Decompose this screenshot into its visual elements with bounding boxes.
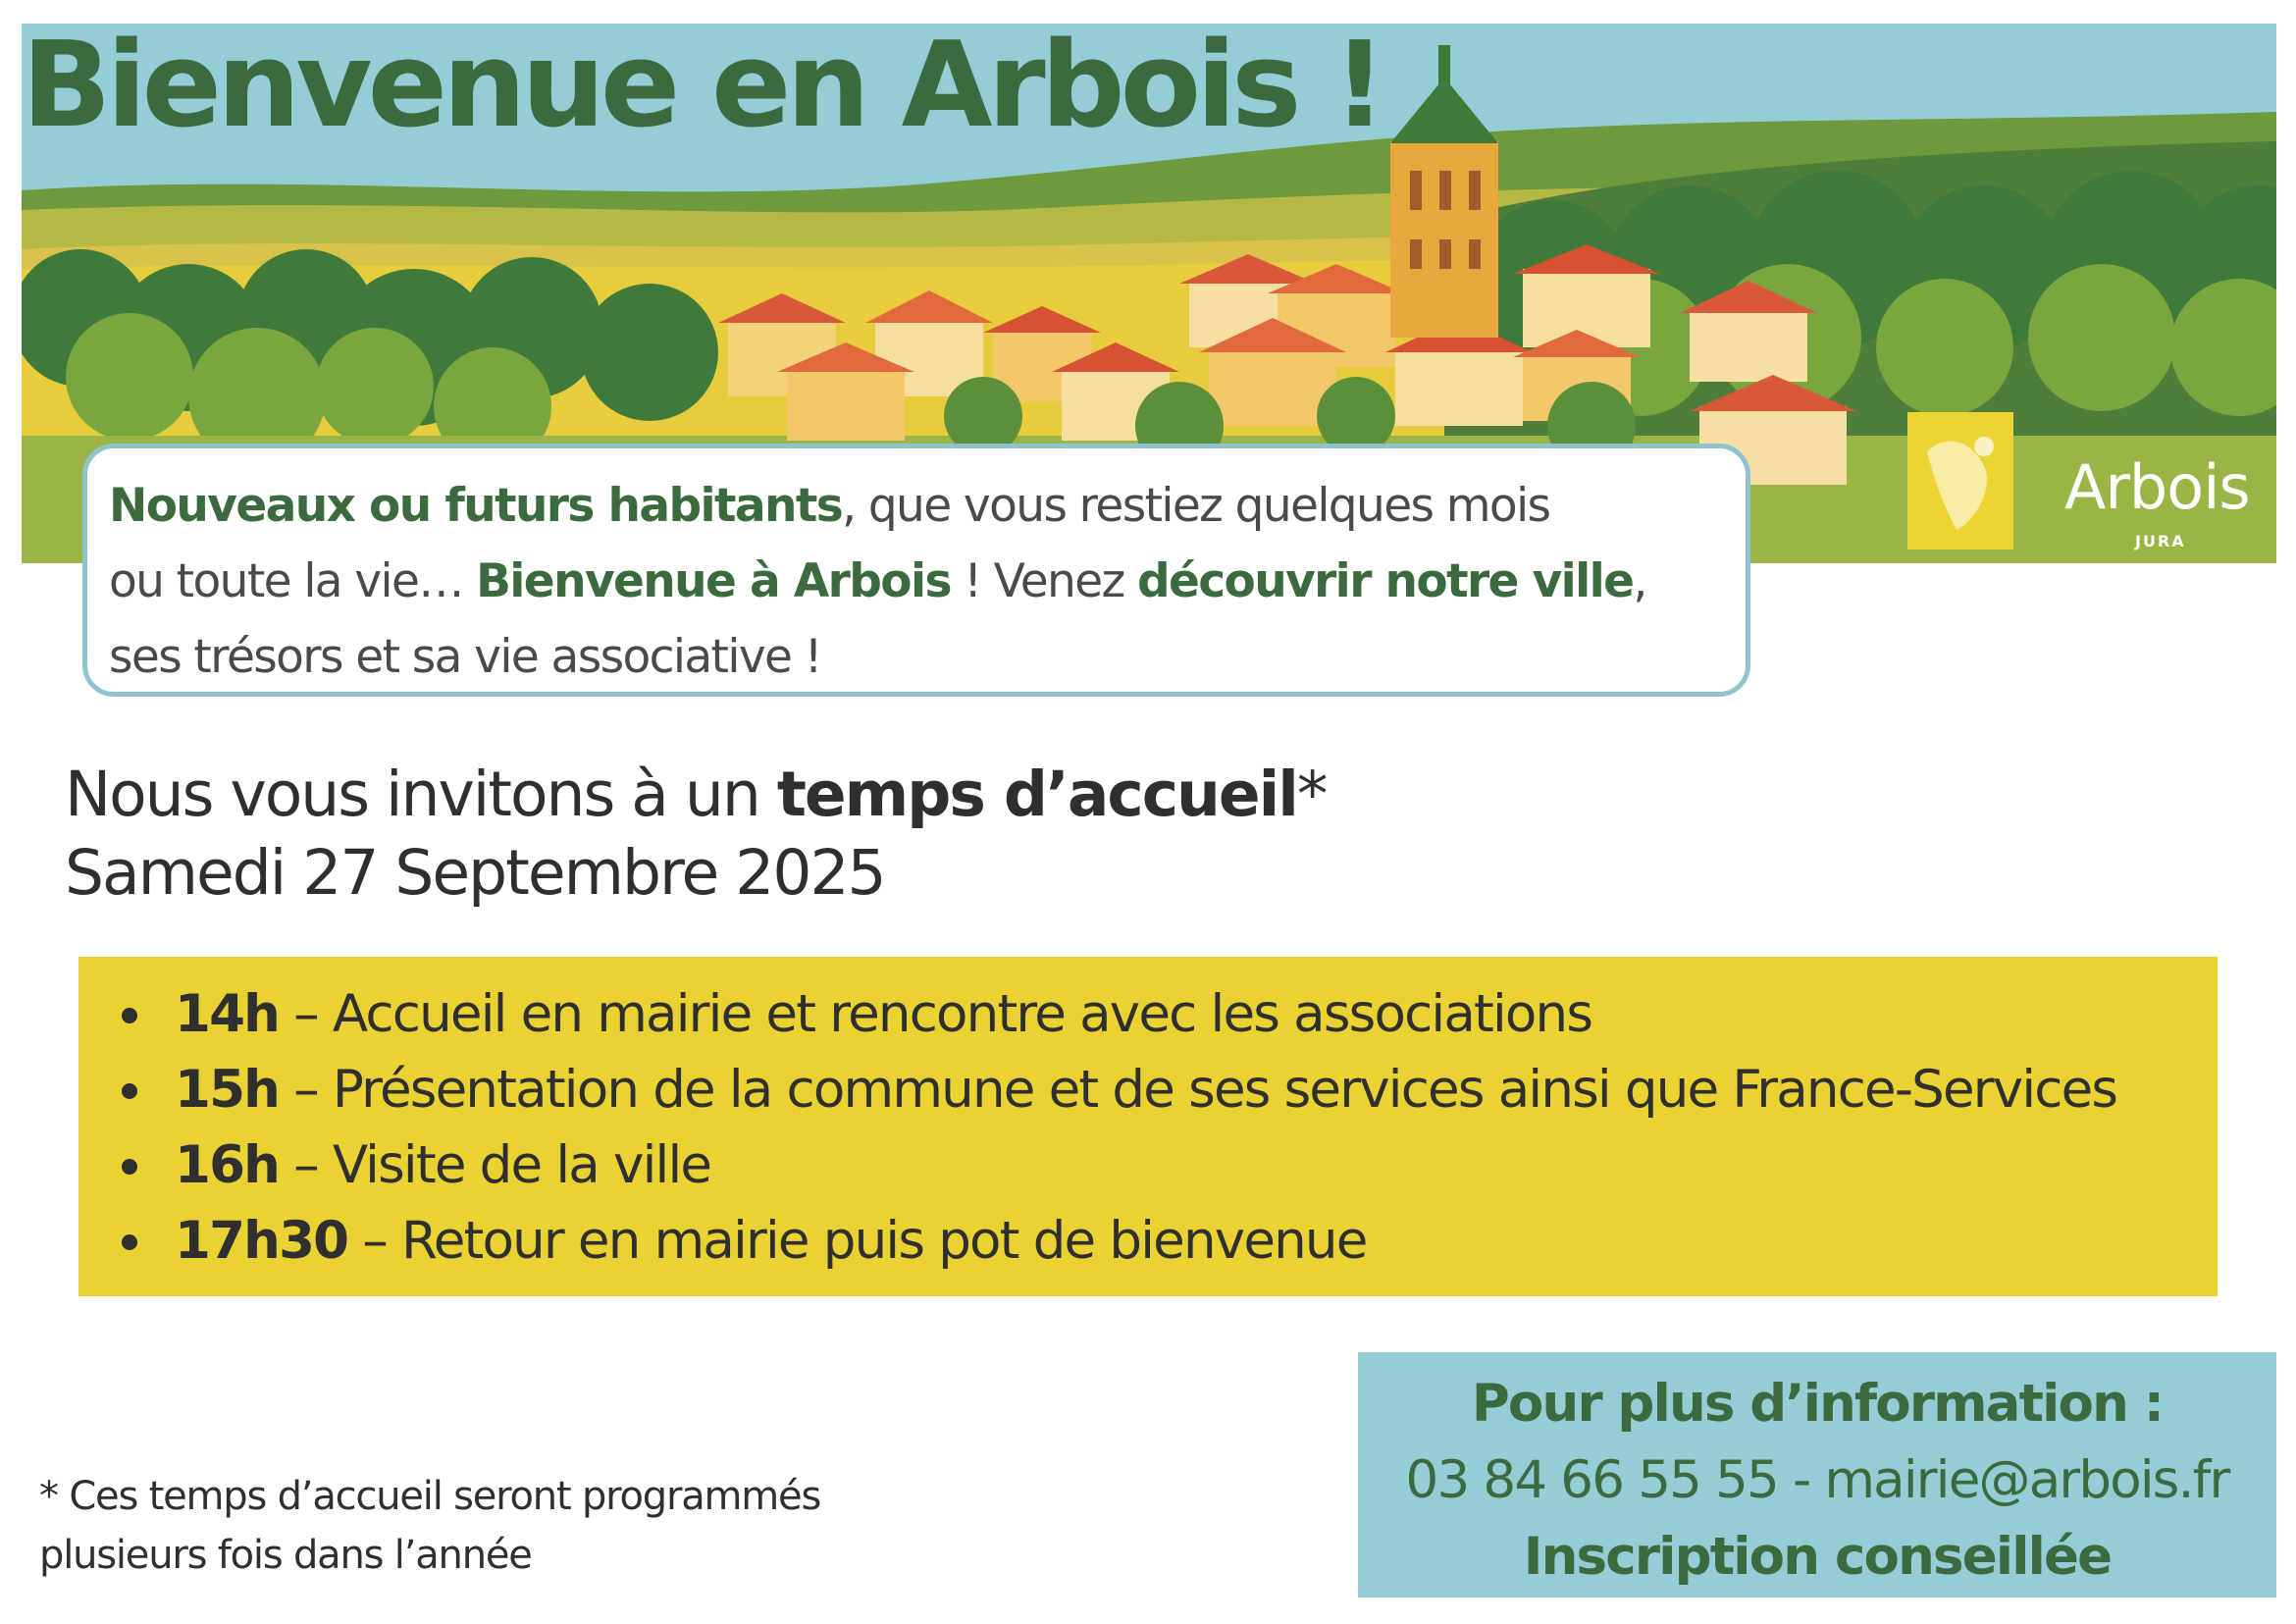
logo-name: Arbois — [2064, 451, 2250, 523]
program-time: 15h — [175, 1060, 280, 1120]
invitation-event: temps d’accueil — [776, 759, 1297, 830]
intro-highlight-discover: découvrir notre ville — [1136, 554, 1634, 608]
intro-line-1: Nouveaux ou futurs habitants, que vous restiez quelques mois — [109, 479, 1550, 533]
invitation-date: Samedi 27 Septembre 2025 — [65, 837, 885, 909]
program-box — [78, 957, 2218, 1296]
logo-subtitle: JURA — [2135, 532, 2186, 550]
intro-highlight-welcome: Bienvenue à Arbois — [476, 554, 951, 608]
logo-emblem — [1907, 412, 2013, 550]
intro-line-3: ses trésors et sa vie associative ! — [109, 630, 821, 684]
info-note: Inscription conseillée — [1523, 1527, 2112, 1587]
page-title: Bienvenue en Arbois ! — [22, 18, 1383, 154]
info-contact: 03 84 66 55 55 - mairie@arbois.fr — [1405, 1450, 2229, 1510]
program-item: 14h – Accueil en mairie et rencontre avec les associations — [78, 976, 2218, 1052]
program-time: 16h — [175, 1135, 280, 1195]
footnote-line-1: * Ces temps d’accueil seront programmés — [39, 1474, 821, 1519]
footnote-line-2: plusieurs fois dans l’année — [39, 1533, 532, 1578]
program-time: 17h30 — [175, 1211, 348, 1271]
info-title: Pour plus d’information : — [1471, 1374, 2164, 1434]
footnote — [39, 1467, 820, 1585]
arbois-logo — [1907, 412, 2280, 554]
program-time: 14h — [175, 984, 280, 1044]
info-box — [1358, 1352, 2276, 1598]
invitation — [65, 756, 1326, 913]
program-item: 17h30 – Retour en mairie puis pot de bienvenue — [78, 1203, 2218, 1279]
rooster-icon — [1907, 412, 2013, 550]
program-list — [78, 976, 2218, 1279]
program-item: 15h – Présentation de la commune et de ses services ainsi que France-Services — [78, 1052, 2218, 1127]
program-item: 16h – Visite de la ville — [78, 1127, 2218, 1203]
invitation-line: Nous vous invitons à un temps d’accueil* — [65, 759, 1327, 830]
intro-line-2: ou toute la vie… Bienvenue à Arbois ! Venez découvrir notre ville, — [109, 554, 1646, 608]
intro-highlight-residents: Nouveaux ou futurs habitants — [109, 479, 843, 533]
intro-box — [82, 444, 1750, 697]
